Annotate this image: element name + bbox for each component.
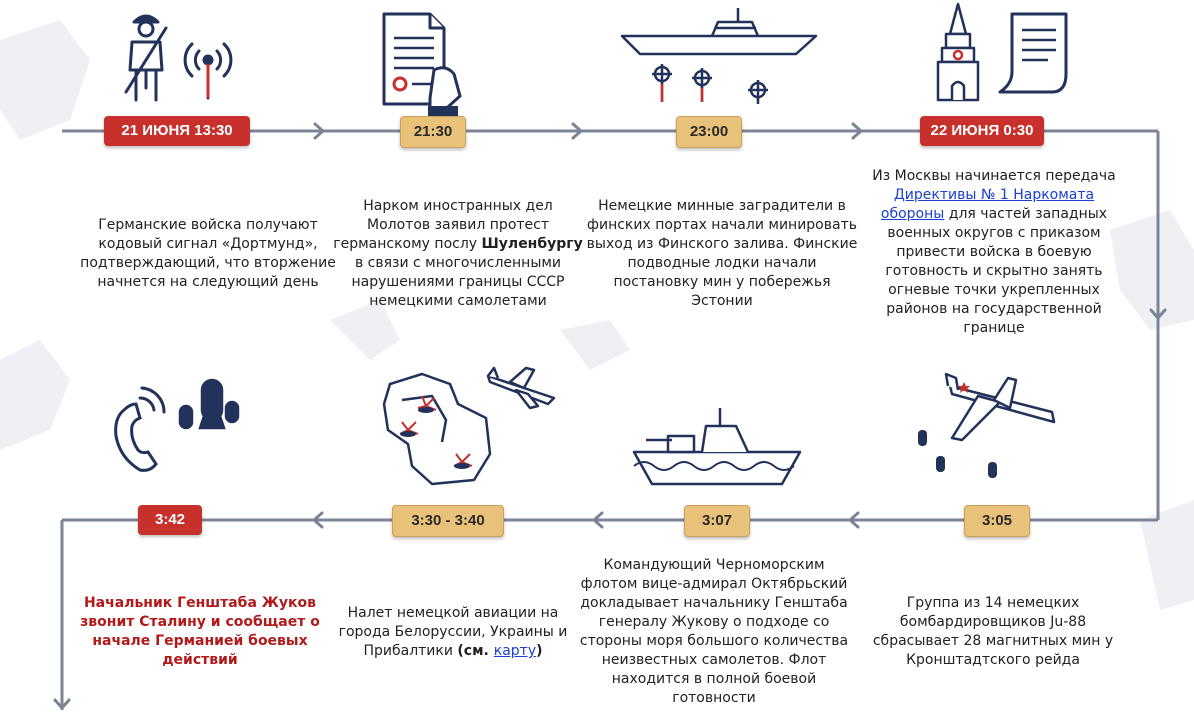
radio-signal-icon — [182, 34, 234, 100]
event-text: в связи с многочисленными нарушениями границы СССР немецкими самолетами — [351, 255, 565, 309]
event-description: Командующий Черноморским флотом вице-адмирал Октябрьский докладывает начальнику Генштаба генералу Жукову о подходе со стороны моря большого количества неизвестных самолетов. Флот находится в полной боевой готовности — [579, 557, 849, 706]
naval-mine-icon — [648, 62, 778, 104]
event-description — [864, 167, 1124, 338]
event-description: Германские войска получают кодовый сигнал «Дортмунд», подтверждающий, что вторжение начнется на следующий день — [80, 217, 336, 290]
event-description — [330, 197, 586, 311]
explosion-map-icon — [382, 370, 496, 488]
bombs-icon — [178, 378, 240, 436]
minelayer-ship-icon — [620, 6, 820, 62]
document-icon — [998, 12, 1068, 96]
telephone-icon — [110, 378, 170, 474]
falling-bombs-icon — [916, 428, 1000, 488]
event-text: для частей западных военных округов с приказом привести войска в боевую готовность и скрытно занять огневые точки укрепленных районов на государственной границе — [885, 206, 1108, 336]
time-badge-305: 3:05 — [964, 505, 1030, 537]
kremlin-tower-icon — [936, 0, 980, 102]
event-text-bold: ) — [536, 643, 543, 659]
event-text-bold: (см. — [457, 643, 494, 659]
time-badge-2300: 23:00 — [676, 116, 742, 148]
warship-icon — [632, 406, 802, 488]
event-text: Нарком иностранных дел Молотов заявил протест германскому послу — [333, 198, 553, 252]
event-description: Группа из 14 немецких бомбардировщиков Ju-88 сбрасывает 28 магнитных мин у Кронштадтского рейда — [872, 595, 1114, 668]
time-badge-22-june-030: 22 ИЮНЯ 0:30 — [920, 116, 1044, 146]
event-text: Налет немецкой авиации на города Белоруссии, Украины и Прибалтики — [338, 605, 568, 659]
document-hand-icon — [380, 12, 464, 118]
plane-icon — [486, 366, 558, 412]
time-badge-342: 3:42 — [138, 505, 202, 535]
soldier-icon — [118, 8, 174, 104]
event-text: Из Москвы начинается передача — [872, 168, 1116, 184]
time-badge-330-340: 3:30 - 3:40 — [392, 505, 504, 537]
time-badge-307: 3:07 — [684, 505, 750, 537]
directive-1-link[interactable]: Директивы № 1 Наркомата обороны — [880, 187, 1095, 222]
time-badge-2130: 21:30 — [400, 116, 466, 148]
map-link[interactable]: карту — [493, 643, 537, 659]
event-description: Немецкие минные заградители в финских портах начали минировать выход из Финского залива. Финские подводные лодки начали постановку мин у побережья Эстонии — [586, 198, 858, 309]
event-description: Начальник Генштаба Жуков звонит Сталину и сообщает о начале Германией боевых действий — [80, 595, 320, 668]
event-description — [330, 604, 576, 661]
event-text-bold: Шуленбургу — [481, 236, 583, 252]
time-badge-21-june-1330: 21 ИЮНЯ 13:30 — [104, 116, 250, 146]
